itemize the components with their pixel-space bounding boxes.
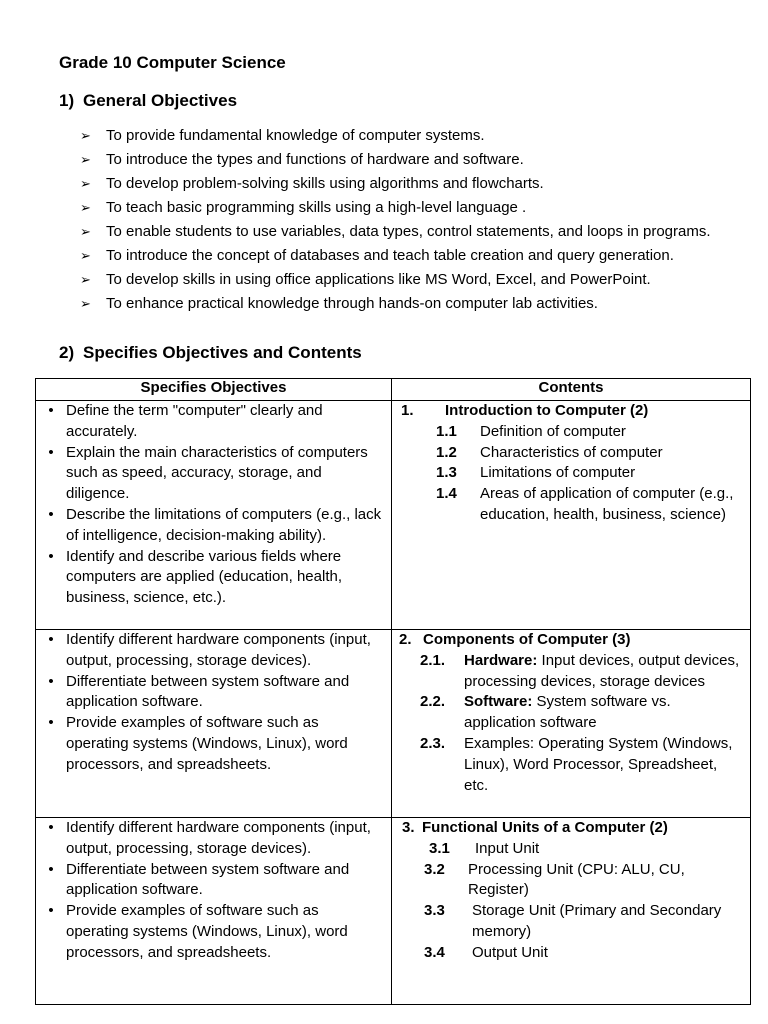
content-item: 2.3. Examples: Operating System (Windows, Linux), Word Processor, Spreadsheet, etc. [420,734,733,794]
content-item: 1.4 Areas of application of computer (e.g., education, health, business, science) [436,485,734,523]
content-item: 3.4 Output Unit [424,943,548,961]
arrow-bullet-icon: ➢ [80,152,91,167]
general-objectives-list [80,124,740,316]
bullet-icon: • [48,631,54,648]
content-item: 2.2. Software: System software vs. application software [420,693,671,732]
content-item: 1.2 Characteristics of computer [436,443,663,461]
list-item: • Define the term "computer" clearly and accurately. [36,401,385,443]
objectives-contents-table [35,378,751,1005]
list-item: ➢ To develop problem-solving skills using algorithms and flowcharts. [80,172,740,196]
section-number: 2) [59,343,75,362]
list-item: • Identify and describe various fields where computers are applied (education, health, business, science, etc.). [36,547,385,609]
contents-cell [392,630,751,818]
table-header-row [36,379,751,401]
bullet-icon: • [48,402,54,419]
table-row [36,401,751,630]
list-item: • Explain the main characteristics of computers such as speed, accuracy, storage, and diligence. [36,443,385,505]
content-item: 1.3 Limitations of computer [436,464,636,482]
list-item: ➢ To develop skills in using office applications like MS Word, Excel, and PowerPoint. [80,268,740,292]
content-item: 1.1 Definition of computer [436,422,626,440]
arrow-bullet-icon: ➢ [80,176,91,191]
section-heading-specific-objectives [59,343,362,363]
bullet-icon: • [48,902,54,920]
list-item: ➢ To introduce the types and functions of hardware and software. [80,148,740,172]
list-item: • Identify different hardware components (input, output, processing, storage devices). [36,818,385,860]
column-header-contents: Contents [392,379,751,401]
section-number: 1) [59,91,75,110]
section-title: Specifies Objectives and Contents [83,343,362,362]
content-section-heading: 1. Introduction to Computer (2) [401,402,649,419]
table-row [36,630,751,818]
bullet-icon: • [48,714,54,732]
list-item: ➢ To introduce the concept of databases and teach table creation and query generation. [80,244,740,268]
contents-cell [392,401,751,630]
column-header-objectives: Specifies Objectives [36,379,392,401]
table-row [36,818,751,1005]
document-title: Grade 10 Computer Science [59,53,286,72]
arrow-bullet-icon: ➢ [80,128,91,143]
contents-cell [392,818,751,1005]
arrow-bullet-icon: ➢ [80,272,91,287]
list-item: ➢ To provide fundamental knowledge of computer systems. [80,124,740,148]
bullet-icon: • [48,860,54,878]
content-item: 3.1 Input Unit [429,839,540,857]
section-heading-general-objectives [59,91,237,111]
bullet-icon: • [48,819,54,836]
content-item: 3.3 Storage Unit (Primary and Secondary memory) [424,902,722,940]
bullet-icon: • [48,547,54,565]
arrow-bullet-icon: ➢ [80,248,91,263]
list-item: • Differentiate between system software and application software. [36,860,385,902]
content-item: 3.2 Processing Unit (CPU: ALU, CU, Register) [424,860,685,899]
arrow-bullet-icon: ➢ [80,296,91,311]
list-item: ➢ To enable students to use variables, data types, control statements, and loops in programs. [80,220,740,244]
list-item: • Describe the limitations of computers (e.g., lack of intelligence, decision-making ability). [36,505,385,547]
content-item: 2.1. Hardware: Input devices, output devices, processing devices, storage devices [420,651,740,690]
bullet-icon: • [48,443,54,461]
list-item: • Differentiate between system software and application software. [36,672,385,714]
arrow-bullet-icon: ➢ [80,200,91,215]
bullet-icon: • [48,505,54,523]
arrow-bullet-icon: ➢ [80,224,91,239]
list-item: • Identify different hardware components (input, output, processing, storage devices). [36,630,385,672]
content-section-heading: 3. Functional Units of a Computer (2) [402,819,668,836]
objectives-cell [36,818,392,1005]
bullet-icon: • [48,672,54,690]
list-item: ➢ To teach basic programming skills using a high-level language . [80,196,740,220]
content-section-heading: 2. Components of Computer (3) [399,631,631,648]
objectives-cell [36,401,392,630]
objectives-cell [36,630,392,818]
list-item: • Provide examples of software such as operating systems (Windows, Linux), word processors, and spreadsheets. [36,901,385,963]
section-title: General Objectives [83,91,238,110]
list-item: ➢ To enhance practical knowledge through hands-on computer lab activities. [80,292,740,316]
list-item: • Provide examples of software such as operating systems (Windows, Linux), word processors, and spreadsheets. [36,713,385,775]
